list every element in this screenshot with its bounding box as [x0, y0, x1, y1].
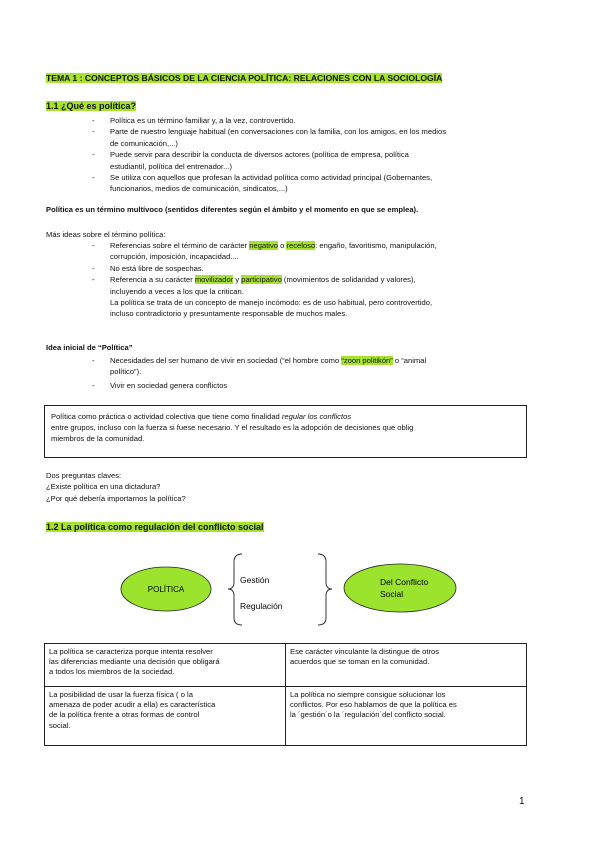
section-1-1-heading-text: 1.1 ¿Qué es política?	[46, 101, 137, 111]
list-item: - Vivir en sociedad genera conflictos	[92, 380, 228, 390]
list-item: - Necesidades del ser humano de vivir en sociedad (“el hombre como “zoon politikón” o “animal	[92, 356, 427, 365]
highlight-movilizador: movilizador	[194, 275, 234, 285]
table-row	[45, 687, 527, 746]
definition-box: Política como práctica o actividad colectiva que tiene como finalidad regular los conflictos entre grupos, incluso con la fuerza si fuese necesario. Y el resultado es la adopción de decisiones que oblig miembros de la comunidad.	[44, 405, 527, 458]
idea-inicial-heading: Idea inicial de “Política”	[46, 343, 133, 352]
table-cell: La política se caracteriza porque intenta resolver las diferencias mediante una decisión que obligará a todos los miembros de la sociedad.	[45, 644, 286, 687]
section-1-2-heading-text: 1.2 La política como regulación del conflicto social	[46, 522, 264, 532]
politica-label: POLÍTICA	[147, 585, 185, 594]
conflict-diagram	[110, 548, 510, 628]
idea-inicial-list	[92, 355, 572, 391]
conflicto-label-1: Del Conflicto	[380, 577, 429, 587]
list-item: - Se utiliza con aquellos que profesan la actividad política como actividad principal (Gobernantes,	[92, 173, 433, 183]
question-2: ¿Por qué debería importarnos la política?	[46, 493, 186, 503]
definition-line: entre grupos, incluso con la fuerza si fuese necesario. Y el resultado es la adopción de decisiones que oblig	[51, 423, 414, 432]
list-item: - Referencias sobre el término de carácter negativo o receloso: engaño, favoritismo, manipulación,	[92, 241, 437, 250]
more-ideas-list	[92, 240, 572, 320]
gestion-label: Gestión	[240, 575, 270, 585]
conflicto-ellipse	[344, 564, 456, 612]
section-1-1-heading	[46, 101, 136, 111]
emphasis-regular-conflictos: regular los conflictos	[281, 412, 352, 421]
list-item-continuation: La política se trata de un concepto de manejo incómodo: es de uso habitual, pero controvertido,	[110, 298, 433, 308]
conflicto-label-2: Social	[380, 589, 404, 599]
page-number: 1	[519, 796, 525, 807]
right-brace	[318, 554, 332, 625]
list-item: - Referencia a su carácter movilizador y participativo (movimientos de solidaridad y valores),	[92, 275, 416, 285]
list-item: - Parte de nuestro lenguaje habitual (en conversaciones con la familia, con los amigos, en los medios	[92, 127, 447, 137]
question-1: ¿Existe política en una dictadura?	[46, 482, 161, 492]
document-title	[46, 73, 442, 83]
list-item-continuation: incluyendo a veces a los que la critican.	[110, 286, 244, 296]
table-cell: Ese carácter vinculante la distingue de otros acuerdos que se toman en la comunidad.	[286, 644, 527, 687]
section-1-2-heading	[46, 522, 264, 532]
list-item-continuation: corrupción, imposición, incapacidad....	[110, 252, 239, 262]
more-ideas-label: Más ideas sobre el término política:	[46, 230, 166, 239]
left-brace	[228, 554, 242, 625]
highlight-zoon-politikon: “zoon politikón”	[341, 356, 393, 365]
list-item-continuation: incluso contradictorio y presuntamente responsable de muchos males.	[110, 309, 348, 319]
section-1-1-bullets	[92, 115, 572, 195]
list-item-continuation: estudiantil, política del entrenador...)	[110, 161, 232, 171]
document-title-text: TEMA 1 : CONCEPTOS BÁSICOS DE LA CIENCIA POLÍTICA: RELACIONES CON LA SOCIOLOGÍA	[46, 73, 443, 83]
highlight-participativo: participativo	[241, 275, 282, 285]
highlight-receloso: receloso	[286, 241, 316, 250]
list-item: - Puede servir para describir la conducta de diversos actores (política de empresa, política	[92, 150, 409, 160]
list-item-continuation: funcionarios, medios de comunicación, sindicatos,...)	[110, 184, 288, 194]
highlight-negativo: negativo	[249, 241, 279, 250]
bold-statement: Política es un término multívoco (sentidos diferentes según el ámbito y el momento en que se emplea).	[46, 205, 419, 214]
list-item-continuation: político”).	[110, 367, 142, 377]
questions-intro: Dos preguntas claves:	[46, 471, 122, 480]
list-item: - No está libre de sospechas.	[92, 263, 204, 273]
characteristics-table	[44, 643, 527, 746]
table-row	[45, 644, 527, 687]
list-item-continuation: de comunicación,...)	[110, 138, 178, 148]
regulacion-label: Regulación	[240, 601, 283, 611]
table-cell: La política no siempre consigue solucionar los conflictos. Por eso hablamos de que la política es la ´gestión´o la ´regulación´del conflicto social.	[286, 687, 527, 746]
definition-line: miembros de la comunidad.	[51, 434, 145, 443]
list-item: - Política es un término familiar y, a la vez, controvertido.	[92, 116, 296, 125]
key-questions	[46, 470, 186, 504]
table-cell: La posibilidad de usar la fuerza física ( o la amenaza de poder acudir a ella) es característica de la política frente a otras formas de control social.	[45, 687, 286, 746]
